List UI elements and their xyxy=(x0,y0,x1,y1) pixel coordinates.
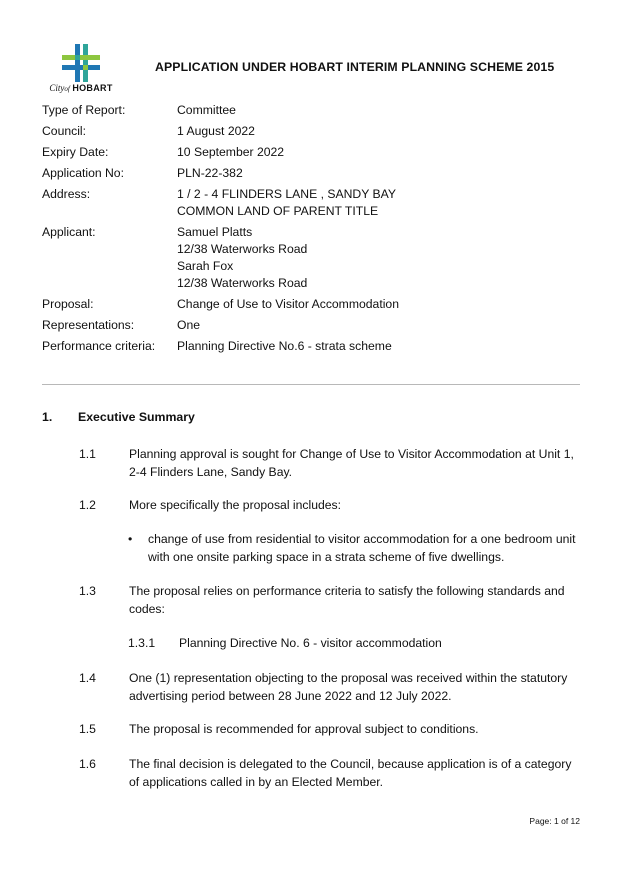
meta-value-line: PLN-22-382 xyxy=(177,166,243,180)
paragraph-1-3 xyxy=(79,583,584,618)
bullet-item xyxy=(128,531,588,566)
meta-row-council xyxy=(42,123,602,140)
sub-item-1-3-1 xyxy=(128,635,442,653)
paragraph-1-1 xyxy=(79,446,584,481)
meta-row-type xyxy=(42,102,602,119)
paragraph-number: 1.1 xyxy=(79,447,96,461)
meta-value-line: Committee xyxy=(177,103,236,117)
meta-value xyxy=(177,123,602,140)
sub-item-number: 1.3.1 xyxy=(128,636,156,650)
meta-value xyxy=(177,144,602,161)
city-of-hobart-logo xyxy=(44,44,118,94)
paragraph-line: Planning approval is sought for Change of Use to Visitor Accommodation at Unit 1, xyxy=(129,447,574,461)
paragraph-line: The proposal relies on performance criteria to satisfy the following standards and xyxy=(129,584,565,598)
meta-row-proposal xyxy=(42,296,602,313)
section-number: 1. xyxy=(42,410,53,424)
paragraph-line: advertising period between 28 June 2022 and 12 July 2022. xyxy=(129,688,452,703)
meta-value xyxy=(177,186,602,220)
section-divider xyxy=(42,384,580,385)
paragraph-line: of applications called in by an Elected Member. xyxy=(129,774,384,789)
paragraph-number: 1.4 xyxy=(79,671,96,685)
meta-row-performance-criteria xyxy=(42,338,602,355)
section-title: Executive Summary xyxy=(78,410,195,424)
logo-wordmark xyxy=(44,83,118,93)
paragraph-1-6 xyxy=(79,756,584,791)
meta-value-line: One xyxy=(177,318,201,332)
bullet-line: change of use from residential to visitor accommodation for a one bedroom unit xyxy=(148,532,576,546)
logo-name: HOBART xyxy=(72,83,113,93)
paragraph-number: 1.5 xyxy=(79,722,96,736)
meta-value-line: 10 September 2022 xyxy=(177,145,285,159)
meta-value xyxy=(177,102,602,119)
logo-city-word: City xyxy=(49,83,65,93)
meta-row-applicant xyxy=(42,224,602,292)
meta-value-line: 12/38 Waterworks Road xyxy=(177,276,308,290)
paragraph-1-4 xyxy=(79,670,584,705)
meta-label: Council: xyxy=(42,124,87,138)
bullet-icon: • xyxy=(128,532,133,546)
meta-value xyxy=(177,224,602,292)
meta-value-line: Samuel Platts xyxy=(177,225,253,239)
meta-row-representations xyxy=(42,317,602,334)
meta-value-line: Change of Use to Visitor Accommodation xyxy=(177,297,399,311)
paragraph-line: More specifically the proposal includes: xyxy=(129,498,342,512)
paragraph-1-2 xyxy=(79,497,584,515)
meta-label: Address: xyxy=(42,187,91,201)
meta-value xyxy=(177,338,602,355)
paragraph-number: 1.2 xyxy=(79,498,96,512)
logo-of-word: of xyxy=(64,85,70,93)
paragraph-line: The final decision is delegated to the Council, because application is of a category xyxy=(129,757,572,771)
paragraph-line: codes: xyxy=(129,601,165,616)
meta-row-address xyxy=(42,186,602,220)
meta-label: Expiry Date: xyxy=(42,145,109,159)
meta-value-line: 12/38 Waterworks Road xyxy=(177,242,308,256)
meta-value-line: Planning Directive No.6 - strata scheme xyxy=(177,339,392,353)
meta-value xyxy=(177,317,602,334)
meta-label: Application No: xyxy=(42,166,124,180)
bullet-line: with one onsite parking space in a strata scheme of five dwellings. xyxy=(148,549,505,564)
paragraph-line: 2-4 Flinders Lane, Sandy Bay. xyxy=(129,464,293,479)
meta-label: Proposal: xyxy=(42,297,94,311)
meta-value-line: COMMON LAND OF PARENT TITLE xyxy=(177,204,379,218)
section-heading xyxy=(42,410,195,424)
document-title: APPLICATION UNDER HOBART INTERIM PLANNING SCHEME 2015 xyxy=(155,60,555,74)
hobart-logo-icon xyxy=(62,44,100,82)
report-details xyxy=(42,102,602,359)
paragraph-number: 1.6 xyxy=(79,757,96,771)
meta-label: Applicant: xyxy=(42,225,96,239)
paragraph-line: The proposal is recommended for approval subject to conditions. xyxy=(129,722,479,736)
paragraph-line: One (1) representation objecting to the proposal was received within the statutory xyxy=(129,671,568,685)
page-number: Page: 1 of 12 xyxy=(529,816,580,826)
meta-row-expiry xyxy=(42,144,602,161)
meta-value xyxy=(177,296,602,313)
paragraph-1-5 xyxy=(79,721,584,739)
meta-row-application-no xyxy=(42,165,602,182)
meta-label: Performance criteria: xyxy=(42,339,156,353)
paragraph-number: 1.3 xyxy=(79,584,96,598)
meta-label: Type of Report: xyxy=(42,103,126,117)
sub-item-text: Planning Directive No. 6 - visitor accommodation xyxy=(179,636,442,650)
meta-label: Representations: xyxy=(42,318,135,332)
meta-value xyxy=(177,165,602,182)
meta-value-line: 1 August 2022 xyxy=(177,124,255,138)
meta-value-line: Sarah Fox xyxy=(177,259,234,273)
meta-value-line: 1 / 2 - 4 FLINDERS LANE , SANDY BAY xyxy=(177,187,396,201)
